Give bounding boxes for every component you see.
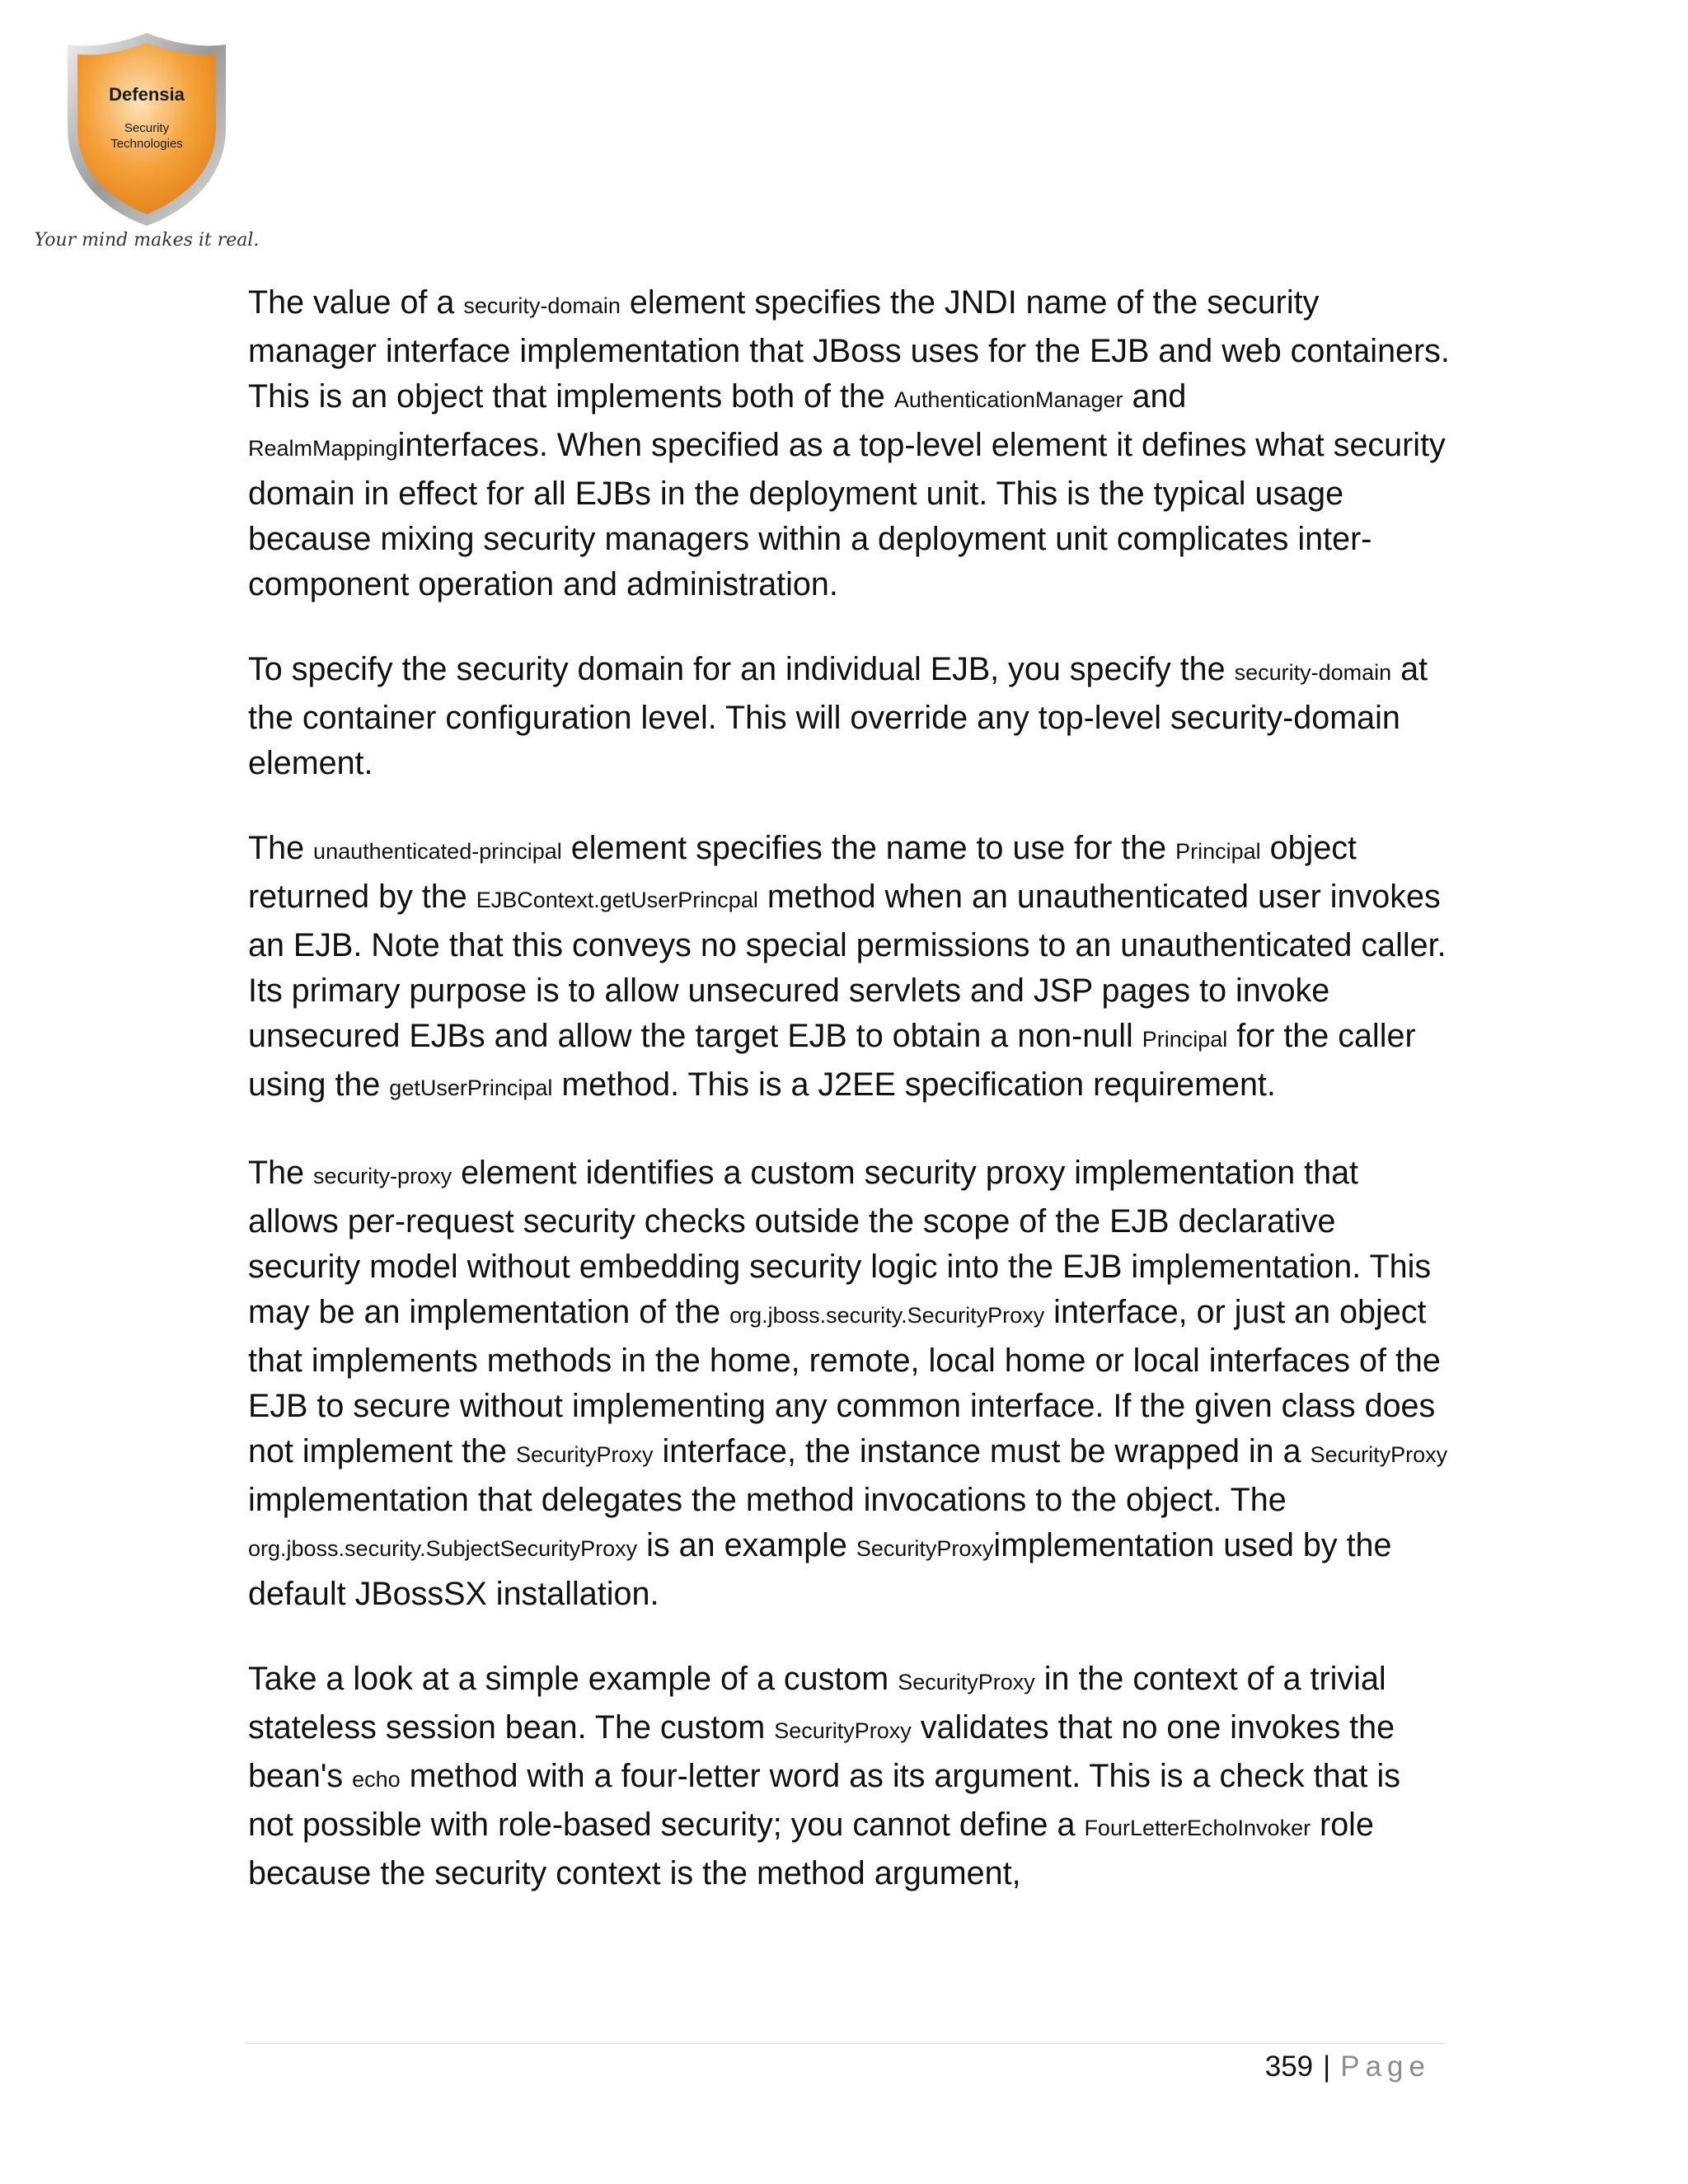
inline-code: SecurityProxy (515, 1442, 654, 1467)
paragraph (248, 647, 1451, 786)
paragraph-text: element specifies the JNDI name of the security manager interface implementation that JBoss uses for the EJB and web containers. This is an object that implements both of the (248, 284, 1450, 415)
document-body (248, 280, 1451, 1936)
inline-code: security-proxy (313, 1164, 452, 1188)
footer-divider (245, 2043, 1445, 2044)
logo-tagline: Your mind makes it real. (34, 230, 260, 251)
paragraph-text: object returned by the (248, 830, 1357, 915)
inline-code: SecurityProxy (1310, 1442, 1448, 1467)
paragraph (248, 826, 1451, 1111)
inline-code: security-domain (463, 293, 621, 318)
paragraph (248, 1657, 1451, 1896)
paragraph-text: interfaces. When specified as a top-level element it defines what security domain in effect for all EJBs in the deployment unit. This is the typical usage because mixing security managers within a deployment unit complicates inter-component operation and administration. (248, 427, 1446, 602)
paragraph-text: and (1123, 378, 1187, 415)
paragraph (248, 1151, 1451, 1617)
inline-code: org.jboss.security.SecurityProxy (729, 1303, 1045, 1328)
logo-subtitle-1: Security (124, 121, 170, 135)
inline-code: RealmMapping (248, 436, 398, 461)
paragraph-text: at the container configuration level. This will override any top-level security-domain element. (248, 651, 1428, 781)
paragraph-text: method with a four-letter word as its argument. This is a check that is not possible with role-based security; you cannot define a (248, 1758, 1401, 1843)
page-footer (1265, 2047, 1431, 2087)
paragraph-text: element identifies a custom security proxy implementation that allows per-request security checks outside the scope of the EJB declarative security model without embedding security logic into the EJB implementation. This may be an implementation of the (248, 1155, 1432, 1330)
shield-icon (34, 30, 260, 260)
paragraph-text: To specify the security domain for an individual EJB, you specify the (248, 651, 1235, 687)
logo-name: Defensia (109, 84, 185, 105)
paragraph-text: for the caller using the (248, 1018, 1416, 1103)
paragraph (248, 280, 1451, 607)
paragraph-text: The (248, 830, 314, 866)
inline-code: unauthenticated-principal (313, 839, 562, 864)
inline-code: SecurityProxy (856, 1536, 994, 1561)
paragraph-text: interface, the instance must be wrapped in a (653, 1433, 1311, 1469)
paragraph-text: role because the security context is the method argument, (248, 1807, 1374, 1891)
paragraph-text: is an example (637, 1527, 856, 1563)
inline-code: Principal (1175, 839, 1261, 864)
paragraph-text: in the context of a trivial stateless session bean. The custom (248, 1661, 1386, 1746)
logo-subtitle-2: Technologies (110, 137, 183, 151)
paragraph-text: implementation that delegates the method invocations to the object. The (248, 1482, 1287, 1518)
paragraph-text: interface, or just an object that implements methods in the home, remote, local home or local interfaces of the EJB to secure without implementing any common interface. If the given class does not implement the (248, 1294, 1441, 1469)
page-number: 359 (1264, 2050, 1314, 2083)
paragraph-text: method when an unauthenticated user invokes an EJB. Note that this conveys no special permissions to an unauthenticated caller. Its primary purpose is to allow unsecured servlets and JSP pages to invoke unsecured EJBs and allow the target EJB to obtain a non-null (248, 879, 1447, 1054)
footer-separator: | (1323, 2050, 1331, 2083)
paragraph-text: The (248, 1155, 314, 1191)
paragraph-text: The value of a (248, 284, 464, 321)
inline-code: getUserPrincipal (389, 1076, 553, 1100)
inline-code: SecurityProxy (898, 1670, 1035, 1694)
inline-code: echo (352, 1767, 401, 1792)
paragraph-text: validates that no one invokes the bean's (248, 1709, 1395, 1794)
paragraph-text: implementation used by the default JBossSX installation. (248, 1527, 1392, 1612)
page-label: Page (1340, 2050, 1431, 2083)
inline-code: EJBContext.getUserPrincpal (476, 888, 758, 912)
inline-code: security-domain (1234, 660, 1392, 685)
paragraph-text: Take a look at a simple example of a custom (248, 1661, 898, 1697)
paragraph-text: method. This is a J2EE specification requirement. (552, 1066, 1276, 1103)
inline-code: org.jboss.security.SubjectSecurityProxy (248, 1536, 638, 1561)
inline-code: Principal (1142, 1027, 1228, 1052)
inline-code: SecurityProxy (774, 1718, 912, 1743)
paragraph-text: element specifies the name to use for the (561, 830, 1176, 866)
inline-code: FourLetterEchoInvoker (1084, 1816, 1311, 1840)
inline-code: AuthenticationManager (893, 387, 1123, 412)
company-logo (34, 30, 260, 260)
